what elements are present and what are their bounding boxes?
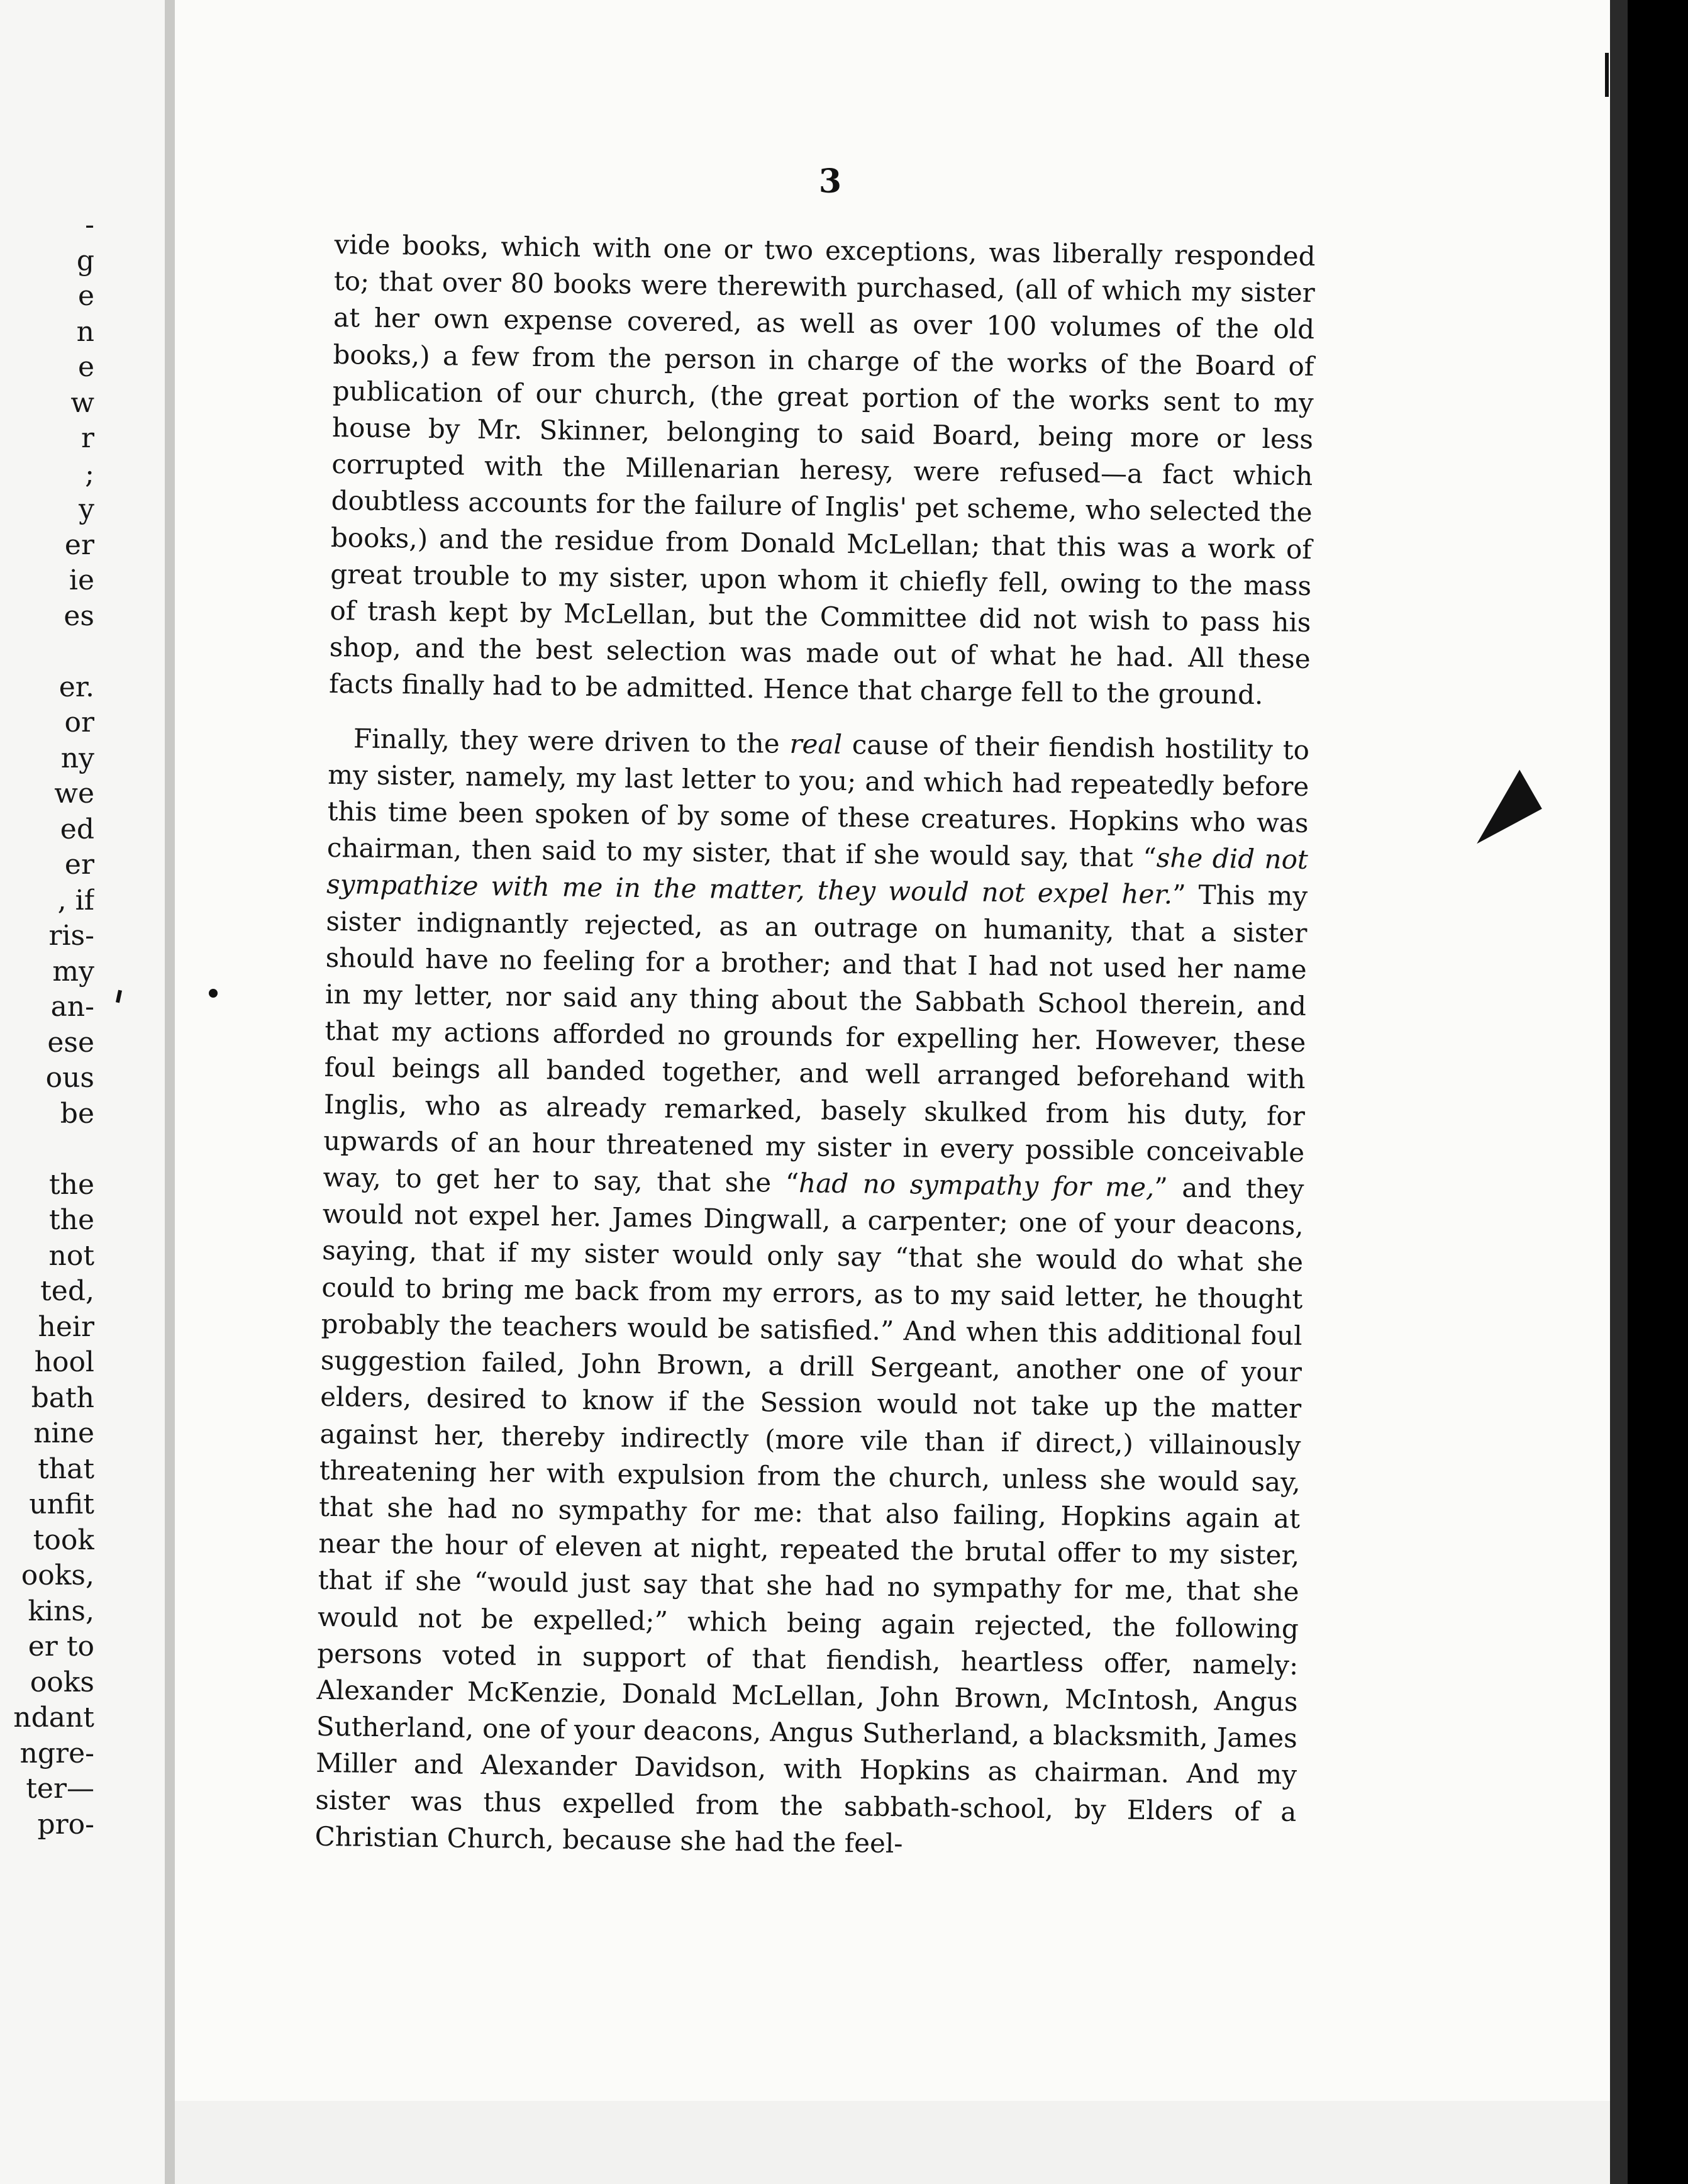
page-number: 3 bbox=[818, 162, 842, 201]
left-facing-page bbox=[0, 0, 165, 2184]
left-margin-fragment: er bbox=[64, 528, 94, 561]
left-margin-fragment: nine bbox=[33, 1417, 94, 1449]
left-margin-fragment: w bbox=[70, 386, 94, 419]
left-margin-fragment: an- bbox=[50, 991, 94, 1023]
left-margin-fragment: ed bbox=[60, 813, 94, 845]
left-margin-fragment: e bbox=[77, 351, 94, 383]
italic-quote-sympathy: had no sympathy for me, bbox=[798, 1167, 1155, 1203]
left-margin-fragment: g bbox=[76, 244, 94, 277]
page-edge-shadow bbox=[1610, 0, 1628, 2184]
page-corner-mark bbox=[1605, 53, 1609, 97]
left-margin-fragment: ny bbox=[60, 742, 94, 774]
left-margin-fragment: ous bbox=[45, 1062, 94, 1094]
left-margin-fragment: er. bbox=[58, 671, 94, 703]
book-gutter bbox=[165, 0, 175, 2184]
left-margin-fragment: ndant bbox=[13, 1702, 94, 1734]
left-margin-fragment: bath bbox=[31, 1381, 94, 1414]
paragraph-2 bbox=[314, 720, 1309, 1867]
left-margin-fragment: ter— bbox=[26, 1773, 94, 1805]
italic-real: real bbox=[789, 728, 843, 760]
left-margin-fragment: took bbox=[33, 1524, 94, 1556]
page-bottom-margin bbox=[175, 2101, 1610, 2184]
paragraph-1-text: vide books, which with one or two exceptions, was liberally responded to; that over 80 books were therewith purchased, (all of which my sister at her own expense covered, as well as over 100 volumes of the old books,) a few from the person in charge of the works of the Board of publication of our church, (the great portion of the works sent to my house by Mr. Skinner, belonging to said Board, being more or less corrupted with the Millenarian heresy, were refused—a fact which doubtless accounts for the failure of Inglis' pet scheme, who selected the books,) and the residue from Donald McLellan; that this was a work of great trouble to my sister, upon whom it chiefly fell, owing to the mass of trash kept by McLellan, but the Committee did not wish to pass his shop, and the best selection was made out of what he had. All these facts finally had to be admitted. Hence that charge fell to the ground. bbox=[328, 228, 1316, 711]
left-margin-fragment: e bbox=[77, 280, 94, 312]
left-margin-fragment: ; bbox=[85, 457, 94, 490]
left-margin-fragment: my bbox=[52, 955, 94, 988]
left-margin-fragment: ris- bbox=[48, 920, 94, 952]
left-margin-fragment: ooks bbox=[30, 1666, 94, 1698]
left-margin-fragment: hool bbox=[34, 1346, 94, 1378]
paragraph-2-start: Finally, they were driven to the bbox=[353, 723, 790, 759]
left-margin-fragment: ese bbox=[47, 1026, 94, 1059]
left-margin-fragment: , if bbox=[57, 884, 94, 916]
left-margin-fragment: kins, bbox=[28, 1595, 94, 1627]
paragraph-1 bbox=[329, 226, 1316, 715]
left-margin-fragment: ie bbox=[69, 564, 94, 596]
left-margin-fragment: r bbox=[81, 422, 94, 454]
left-margin-fragment: ngre- bbox=[19, 1737, 94, 1769]
left-margin-fragment: that bbox=[38, 1452, 94, 1485]
left-margin-fragment: the bbox=[48, 1204, 94, 1236]
paragraph-2-continued: ” This my sister indignantly rejected, as an outrage on humanity, that a sister should have no feeling for a brother; and that I had not used her name in my letter, nor said any thing about the Sabbath School therein, and that my actions afforded no grounds for expelling her. However, these foul beings all banded together, and well arranged beforehand with Inglis, who as already remarked, basely skulked from his duty, for upwards of an hour threatened my sister in every possible conceivable way, to get her to say, that she “ bbox=[323, 879, 1308, 1199]
left-margin-fragment: ooks, bbox=[21, 1559, 94, 1591]
left-margin-fragment: pro- bbox=[37, 1808, 94, 1841]
body-text bbox=[314, 226, 1316, 1885]
left-margin-fragment: ted, bbox=[40, 1275, 94, 1307]
left-margin-fragment: y bbox=[79, 493, 94, 525]
paragraph-2-end: ” and they would not expel her. James Dingwall, a carpenter; one of your deacons, saying, that if my sister would only say “that she would do what she could to bring me back from my errors, as to my said letter, he thought probably the teachers would be satisfied.” And when this additional foul suggestion failed, John Brown, a drill Sergeant, another one of your elders, desired to know if the Session would not take up the matter against her, thereby indirectly (more vile than if direct,) villainously threatening her with expulsion from the church, unless she would say, that she had no sympathy for me: that also failing, Hopkins again at near the hour of eleven at night, repeated the brutal offer to my sister, that if she “would just say that she had no sympathy for me, that she would not be expelled;” which being again rejected, the following persons voted in support of that fiendish, heartless offer, namely: Alexander McKenzie, Donald McLellan, John Brown, McIntosh, Angus Sutherland, one of your deacons, Angus Sutherland, a blacksmith, James Miller and Alexander Davidson, with Hopkins as chairman. And my sister was thus expelled from the sabbath-school, by Elders of a Christian Church, because she had the feel- bbox=[314, 1172, 1304, 1859]
left-margin-fragment: be bbox=[60, 1097, 94, 1130]
left-margin-fragment: heir bbox=[38, 1310, 94, 1343]
paragraph-2-middle: cause of their fiendish hostility to my sister, namely, my last letter to you; and which had repeatedly before this time been spoken of by some of these creatures. Hopkins who was chairman, then said to my sister, that if she would say, that “ bbox=[326, 728, 1310, 874]
italic-quote-expel: she did not sympathize with me in the matter, they would not expel her. bbox=[326, 842, 1309, 910]
left-margin-fragment: er bbox=[64, 849, 94, 881]
left-margin-fragment: unfit bbox=[29, 1488, 94, 1520]
left-margin-fragment: not bbox=[48, 1239, 94, 1272]
left-margin-fragment: er to bbox=[28, 1630, 94, 1663]
left-margin-fragment: we bbox=[54, 777, 94, 810]
left-margin-fragment: the bbox=[48, 1168, 94, 1201]
left-margin-fragment: - bbox=[85, 209, 94, 241]
left-margin-fragment: n bbox=[76, 315, 94, 348]
left-margin-fragment: or bbox=[64, 706, 94, 738]
ink-speck bbox=[209, 989, 218, 998]
left-margin-fragment: es bbox=[64, 599, 94, 632]
